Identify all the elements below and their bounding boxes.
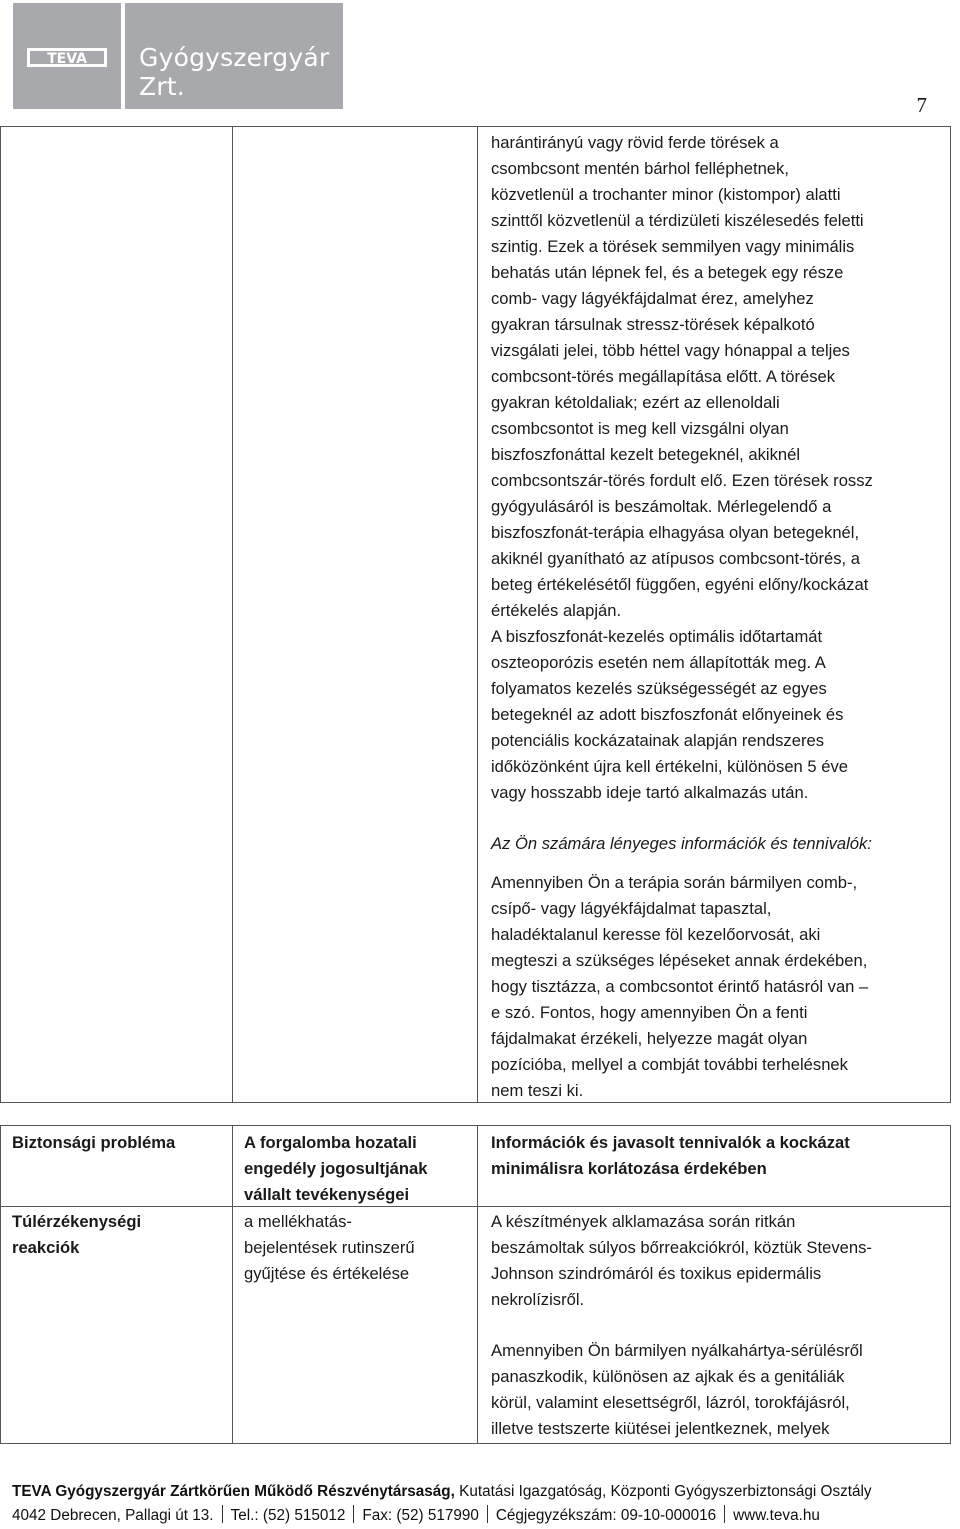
patient-info-heading: Az Ön számára lényeges információk és tennivalók: — [491, 834, 872, 853]
fracture-paragraph: harántirányú vagy rövid ferde törések a csombcsont mentén bárhol felléphetnek, közvetlenül a trochanter minor (kistompor) alatti szinttől közvetlenül a térdizületi kiszélesedés feletti szintig. Ezek a törések semmilyen vagy minimális behatás után lépnek fel, és a betegek egy része comb- vagy lágyékfájdalmat érez, amelyhez gyakran társulnak stressz-törések képalkotó vizsgálati jelei, több héttel vagy hónappal a teljes combcsont-törés megállapítása előtt. A törések gyakran kétoldaliak; ezért az ellenoldali csombcsontot is meg kell vizsgálni olyan biszfoszfonáttal kezelt betegeknél, akiknél combcsontszár-törés fordult elő. Ezen törések rossz gyógyulásáról is beszámoltak. Mérlegelendő a biszfoszfonát-terápia elhagyása olyan betegeknél, akiknél gyanítható az atípusos combcsont-törés, a beteg értékelésétől függően, egyéni előny/kockázat értékelés alapján. A biszfoszfonát-kezelés optimális időtartamát oszteoporózis esetén nem állapították meg. A folyamatos kezelés szükségességét az egyes betegeknél az adott biszfoszfonát előnyeinek és potenciális kockázatainak alapján rendszeres időközönként újra kell értékelni, különösen 5 éve vagy hosszabb ideje tartó alkalmazás után. — [491, 133, 873, 802]
company-banner — [125, 3, 343, 109]
footer-website-link[interactable]: www.teva.hu — [733, 1507, 820, 1524]
upper-table-left-border — [0, 126, 1, 1102]
upper-table-right-border — [950, 126, 951, 1102]
page-number: 7 — [916, 93, 927, 117]
upper-table-top-border — [0, 126, 951, 127]
footer-fax: Fax: (52) 517990 — [362, 1507, 479, 1524]
lower-table-header-divider — [0, 1206, 951, 1207]
footer-separator — [222, 1505, 223, 1523]
footer-address: 4042 Debrecen, Pallagi út 13. — [12, 1507, 214, 1524]
row-info-paragraph-1: A készítmények alklamazása során ritkán beszámoltak súlyos bőrreakciókról, köztük Stevens- Johnson szindrómáról és toxikus epidermális nekrolízisről. — [491, 1212, 872, 1309]
lower-table-col-divider-1 — [232, 1125, 233, 1444]
footer-line-1 — [12, 1480, 952, 1504]
lower-table-top-border — [0, 1125, 951, 1126]
page-header — [0, 0, 960, 117]
patient-info-paragraph: Amennyiben Ön a terápia során bármilyen comb-, csípő- vagy lágyékfájdalmat tapasztal, haladéktalanul keresse föl kezelőorvosát, aki megteszi a szükséges lépéseket annak érdekében, hogy tisztázza, a combcsontot érintő hatásról van – e szó. Fontos, hogy amennyiben Ön a fenti fájdalmakat érzékeli, helyezze magát olyan pozícióba, mellyel a combját további terhelésnek nem teszi ki. — [491, 873, 869, 1100]
upper-table-col-divider-1 — [232, 126, 233, 1102]
footer-line-2 — [12, 1504, 952, 1528]
company-name: Gyógyszergyár Zrt. — [139, 43, 330, 101]
row-info-paragraph-2: Amennyiben Ön bármilyen nyálkahártya-sérülésről panaszkodik, különösen az ajkak és a genitáliák körül, valamint elesettségről, lázról, torokfájásról, illetve testszerte kiütései jelentkeznek, melyek — [491, 1341, 863, 1438]
lower-table-right-border — [950, 1125, 951, 1444]
footer-company: TEVA Gyógyszergyár Zártkörűen Működő Részvénytársaság, — [12, 1483, 455, 1500]
teva-logo — [13, 3, 121, 109]
row-problem: Túlérzékenységi reakciók — [12, 1212, 142, 1257]
footer-separator — [353, 1505, 354, 1523]
logo-text: TEVA — [47, 51, 87, 67]
header-activities: A forgalomba hozatali engedély jogosultjának vállalt tevékenységei — [244, 1133, 428, 1204]
footer-registry: Cégjegyzékszám: 09-10-000016 — [495, 1507, 717, 1524]
page-footer — [12, 1480, 952, 1528]
footer-separator — [487, 1505, 488, 1523]
row-activities: a mellékhatás- bejelentések rutinszerű gyűjtése és értékelése — [244, 1212, 415, 1283]
lower-table-col-divider-2 — [477, 1125, 478, 1444]
lower-table-left-border — [0, 1125, 1, 1444]
header-safety-problem: Biztonsági probléma — [12, 1133, 176, 1152]
footer-tel: Tel.: (52) 515012 — [230, 1507, 346, 1524]
header-info: Információk és javasolt tennivalók a kockázat minimálisra korlátozása érdekében — [491, 1133, 850, 1178]
footer-separator — [724, 1505, 725, 1523]
upper-table-col-divider-2 — [477, 126, 478, 1102]
lower-table-bottom-border — [0, 1443, 951, 1444]
footer-department: Kutatási Igazgatóság, Központi Gyógyszerbiztonsági Osztály — [454, 1483, 872, 1500]
teva-logo-mark — [27, 46, 107, 69]
